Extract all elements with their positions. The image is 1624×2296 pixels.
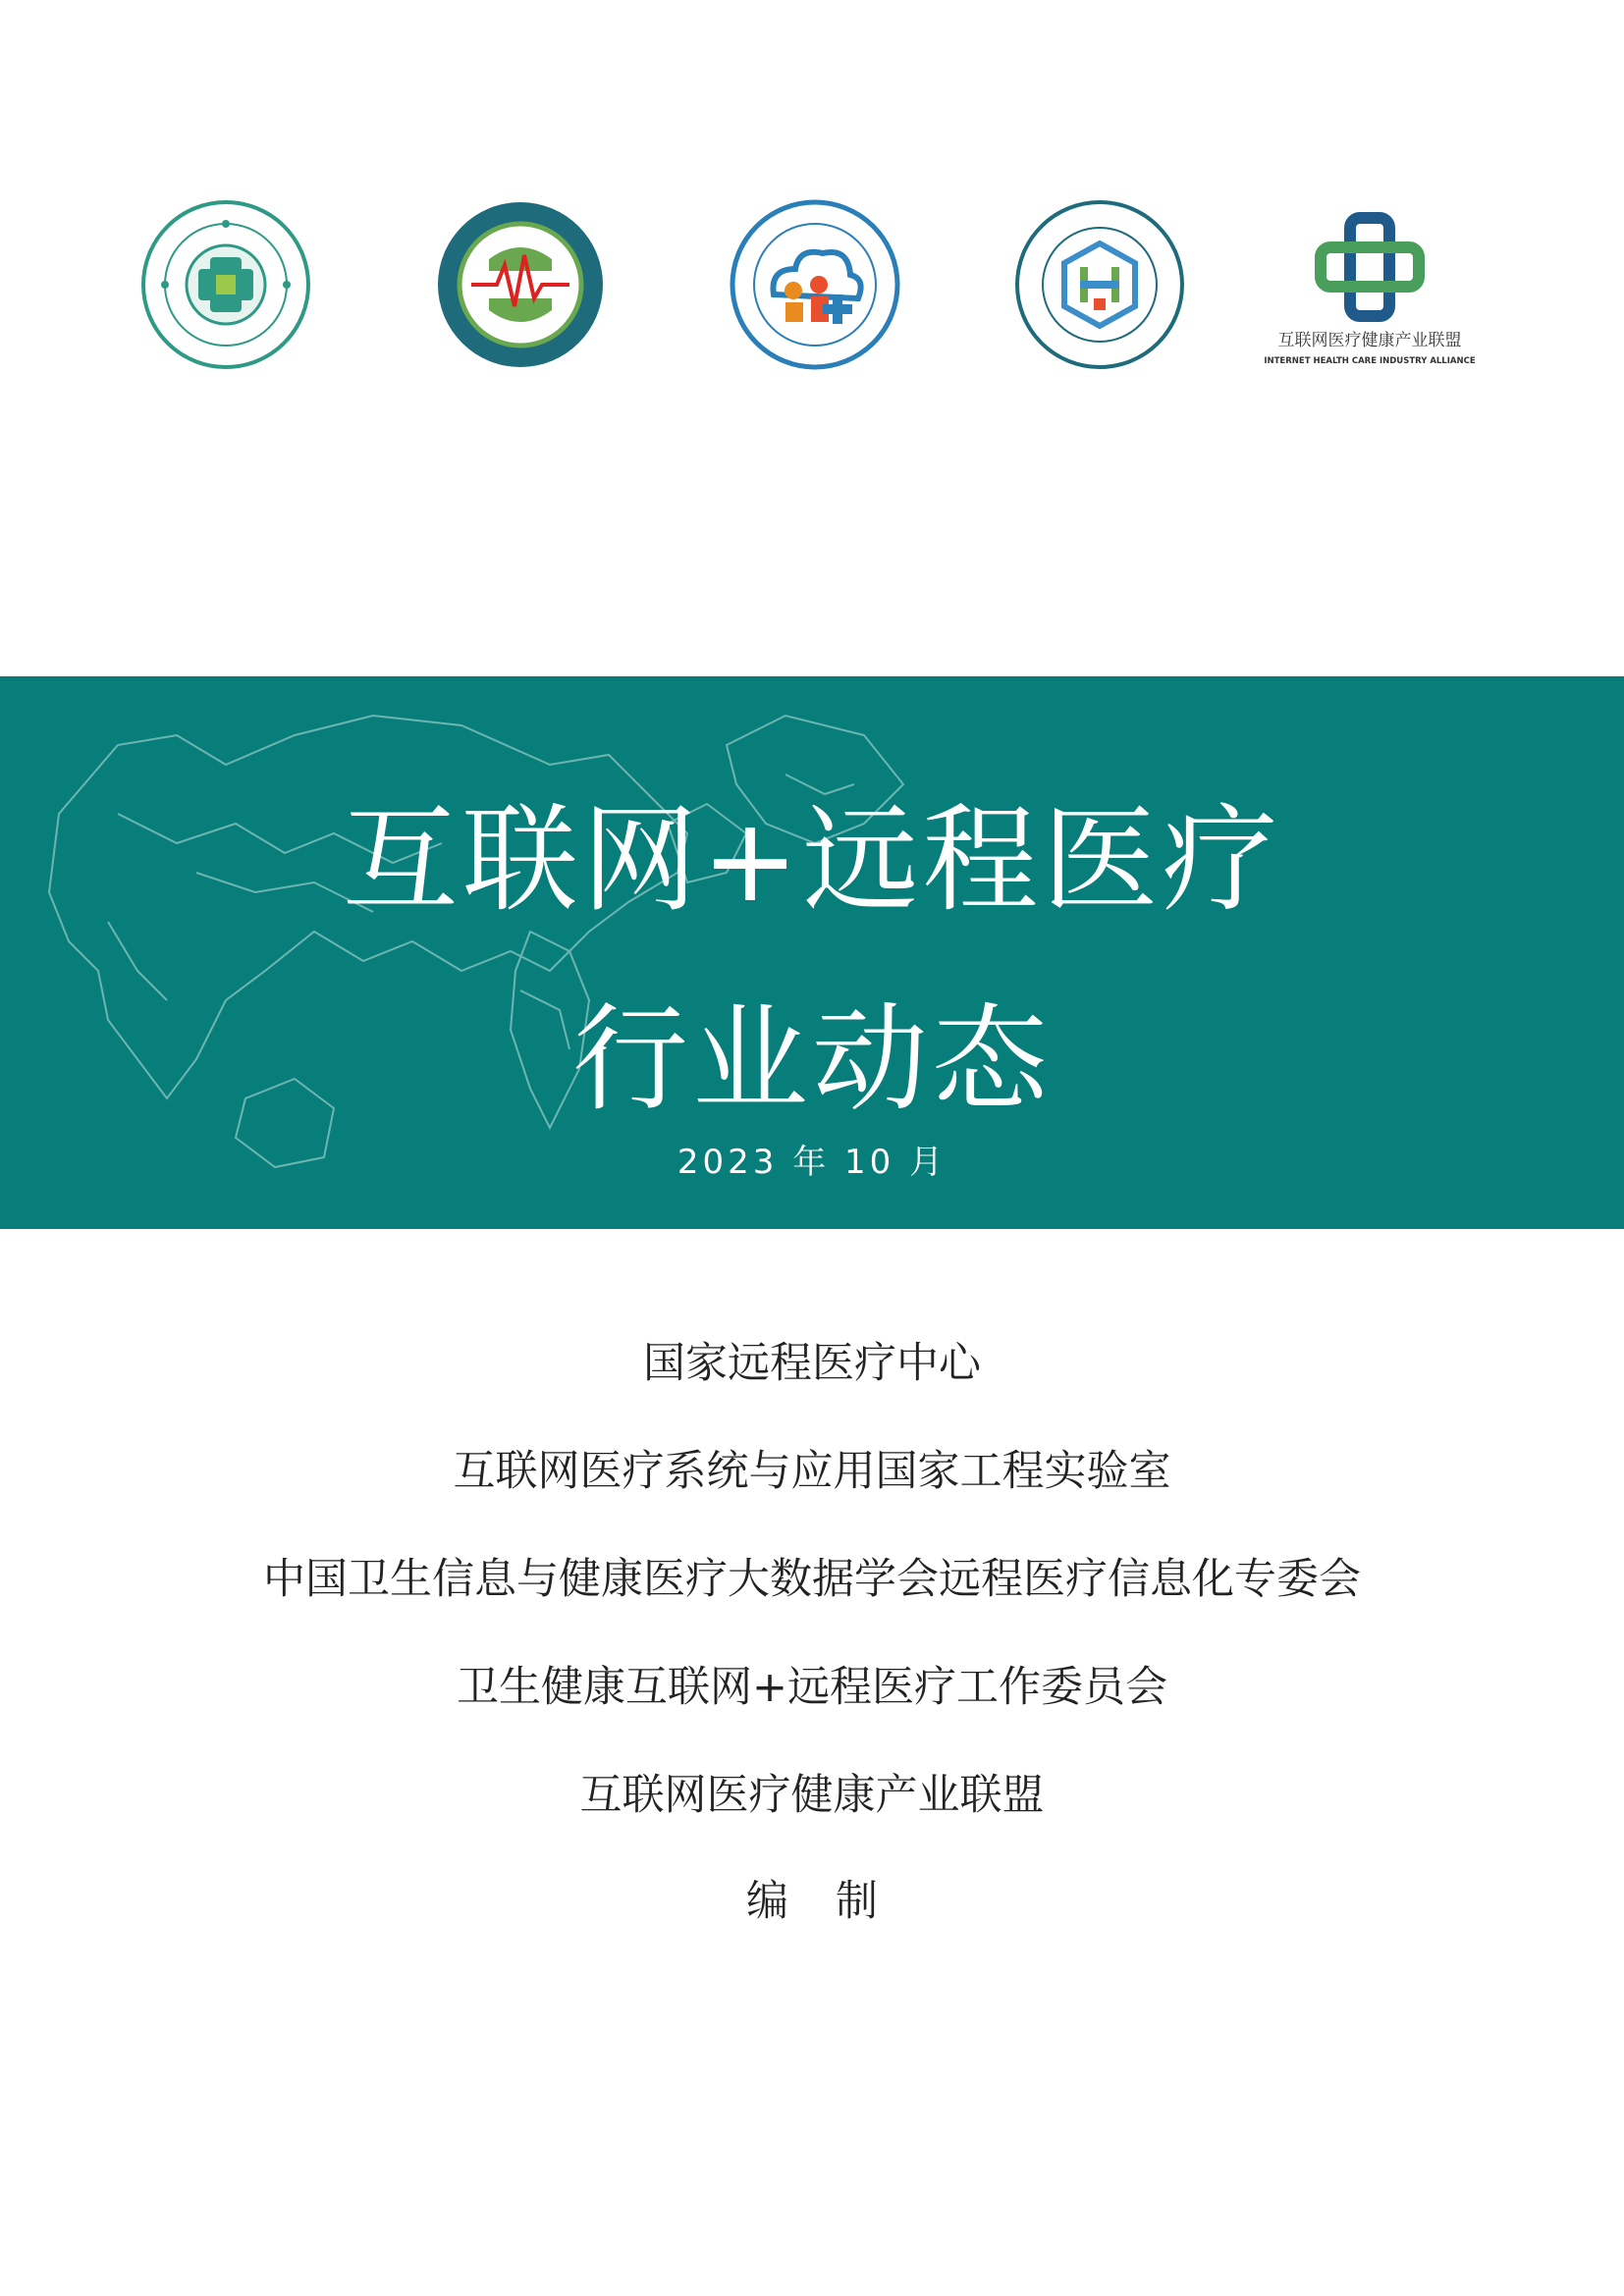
report-title-line1: 互联网+远程医疗 (342, 792, 1282, 928)
organization-name: 互联网医疗健康产业联盟 (579, 1771, 1045, 1820)
report-date: 2023 年 10 月 (677, 1143, 947, 1182)
logo-row (0, 196, 1624, 393)
organization-name: 卫生健康互联网+远程医疗工作委员会 (456, 1663, 1168, 1712)
report-title-line2: 行业动态 (571, 991, 1052, 1127)
national-telemedicine-center-logo (137, 196, 314, 373)
internet-health-care-alliance-logo (1257, 196, 1483, 373)
organization-name: 互联网医疗系统与应用国家工程实验室 (453, 1447, 1171, 1496)
telemedicine-work-committee-logo (1011, 196, 1188, 373)
big-data-telemedicine-committee-logo (727, 196, 903, 373)
svg-text:INTERNET HEALTH CARE INDUSTRY: INTERNET HEALTH CARE INDUSTRY ALLIANCE (1264, 356, 1476, 366)
title-banner (0, 676, 1624, 1229)
organization-name: 国家远程医疗中心 (643, 1339, 981, 1388)
organization-name: 中国卫生信息与健康医疗大数据学会远程医疗信息化专委会 (263, 1555, 1361, 1604)
internet-medical-lab-logo (432, 196, 609, 373)
compile-label: 编制 (746, 1877, 925, 1926)
svg-text:互联网医疗健康产业联盟: 互联网医疗健康产业联盟 (1277, 331, 1462, 350)
